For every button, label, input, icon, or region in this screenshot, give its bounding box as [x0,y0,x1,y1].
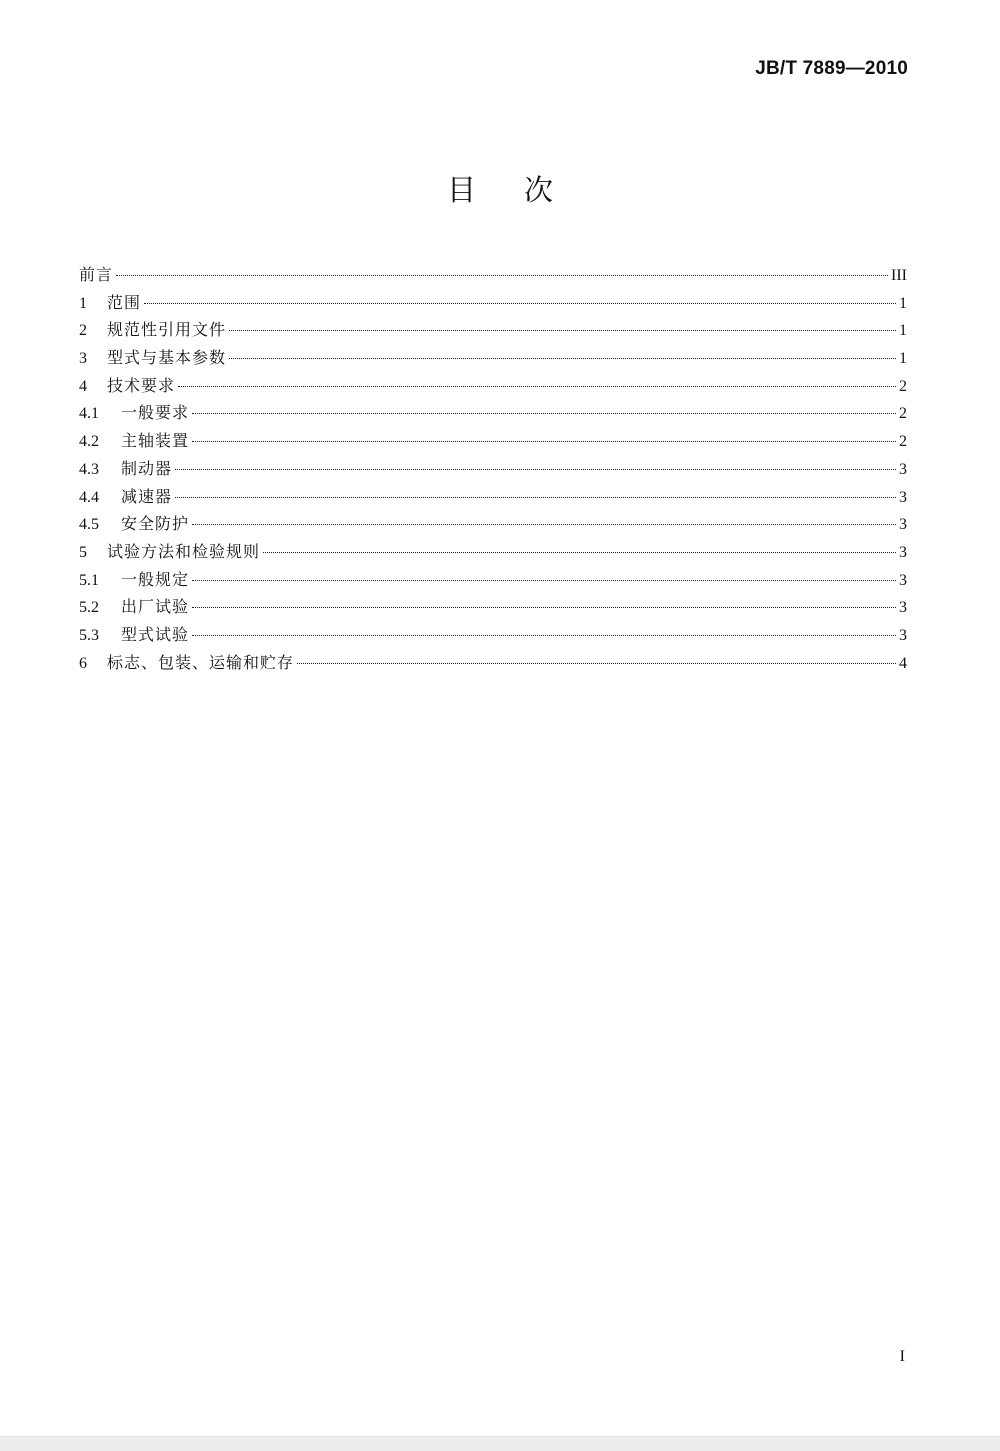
toc-entry-4-5[interactable] [79,510,907,538]
toc-entry-page: 1 [899,350,907,368]
toc-entry-number: 5.3 [79,626,99,644]
toc-entry-number: 4.5 [79,516,99,534]
toc-entry-number: 4 [79,377,87,395]
toc-entry-label: 减速器 [121,486,173,506]
toc-entry-label: 规范性引用文件 [107,320,227,340]
toc-entry-page: 1 [899,322,907,340]
toc-dot-leader [175,497,896,498]
toc-entry-label: 制动器 [121,458,173,478]
toc-dot-leader [144,303,896,304]
toc-entry-6[interactable] [79,649,907,677]
toc-entry-label: 技术要求 [107,375,176,395]
toc-entry-number: 4.2 [79,433,99,451]
toc-entry-page: III [891,267,907,284]
toc-entry-number: 5.1 [79,571,99,589]
table-of-contents [79,261,907,676]
toc-dot-leader [263,552,896,553]
toc-dot-leader [192,635,896,636]
toc-entry-5[interactable] [79,538,907,566]
toc-entry-page: 3 [899,460,907,478]
toc-entry-4-1[interactable] [79,399,907,427]
page-number: I [899,1348,905,1365]
toc-dot-leader [192,607,896,608]
viewer-bottom-edge [0,1436,1000,1451]
toc-dot-leader [192,524,896,525]
toc-entry-page: 3 [899,543,907,561]
toc-entry-label: 一般要求 [121,403,190,423]
toc-dot-leader [297,663,896,664]
toc-entry-label: 标志、包装、运输和贮存 [107,652,295,672]
toc-entry-number: 5 [79,543,87,561]
toc-entry-5-3[interactable] [79,621,907,649]
toc-dot-leader [192,441,896,442]
toc-entry-page: 2 [899,377,907,395]
toc-entry-3[interactable] [79,344,907,372]
toc-entry-4-3[interactable] [79,455,907,483]
toc-entry-label: 型式试验 [121,624,190,644]
toc-dot-leader [229,330,896,331]
toc-entry-2[interactable] [79,316,907,344]
toc-entry-page: 3 [899,599,907,617]
toc-entry-4[interactable] [79,372,907,400]
toc-entry-number: 3 [79,350,87,368]
toc-entry-number: 4.3 [79,460,99,478]
toc-entry-number: 2 [79,322,87,340]
toc-entry-page: 3 [899,488,907,506]
toc-entry-number: 4.1 [79,405,99,423]
toc-dot-leader [192,413,896,414]
toc-entry-5-1[interactable] [79,566,907,594]
toc-dot-leader [229,358,896,359]
toc-entry-label: 试验方法和检验规则 [107,541,261,561]
toc-entry-number: 6 [79,654,87,672]
toc-entry-preface[interactable] [79,261,907,289]
toc-entry-label: 主轴装置 [121,431,190,451]
toc-entry-page: 3 [899,626,907,644]
toc-entry-page: 3 [899,571,907,589]
toc-entry-label: 一般规定 [121,569,190,589]
toc-entry-label: 型式与基本参数 [107,348,227,368]
toc-entry-number: 1 [79,294,87,312]
toc-entry-label: 安全防护 [121,514,190,534]
toc-entry-4-4[interactable] [79,483,907,511]
toc-entry-page: 1 [899,294,907,312]
toc-entry-5-2[interactable] [79,593,907,621]
standard-number: JB/T 7889—2010 [755,58,908,79]
toc-entry-page: 3 [899,516,907,534]
toc-dot-leader [192,580,896,581]
toc-entry-label: 前言 [79,265,114,284]
toc-entry-4-2[interactable] [79,427,907,455]
toc-entry-page: 2 [899,405,907,423]
toc-dot-leader [178,386,896,387]
toc-dot-leader [116,275,888,276]
toc-entry-label: 范围 [107,292,142,312]
toc-entry-page: 2 [899,433,907,451]
toc-dot-leader [175,469,896,470]
toc-entry-number: 5.2 [79,599,99,617]
toc-entry-page: 4 [899,654,907,672]
toc-entry-number: 4.4 [79,488,99,506]
toc-entry-1[interactable] [79,289,907,317]
toc-entry-label: 出厂试验 [121,597,190,617]
page-title: 目次 [446,173,601,207]
